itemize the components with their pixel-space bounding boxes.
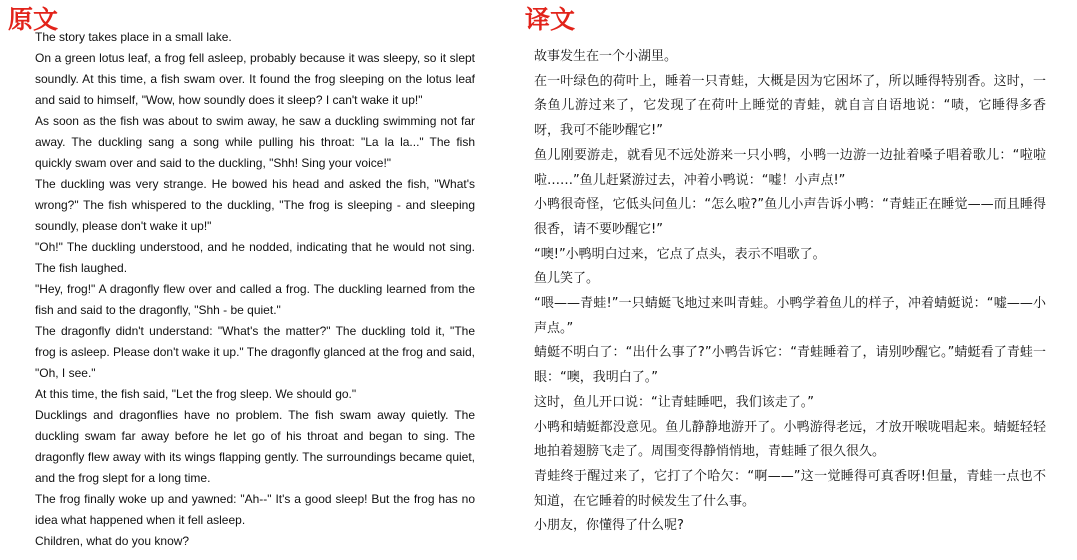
english-paragraph-9: Ducklings and dragonflies have no problem. The fish swam away quietly. The duckling swam far away before he let go of his throat and began to sing. The dragonfly flew away with its wings flapping gently. The surroundings became quiet, and the frog slept for a long time. — [35, 408, 475, 485]
english-paragraph-10: The frog finally woke up and yawned: "Ah--" It's a good sleep! But the frog has no idea what happened when it fell asleep. — [35, 492, 475, 527]
chinese-paragraph-12: 小朋友，你懂得了什么呢? — [534, 518, 684, 534]
english-paragraph-11: Children, what do you know? — [35, 534, 190, 548]
chinese-paragraph-9: 这时，鱼儿开口说：“让青蛙睡吧，我们该走了。” — [534, 394, 814, 410]
chinese-paragraph-4: 小鸭很奇怪，它低头问鱼儿：“怎么啦?”鱼儿小声告诉小鸭：“青蛙正在睡觉——而且睡得很香，请不要吵醒它!” — [534, 197, 1046, 237]
english-original-column — [35, 27, 475, 552]
english-paragraph-7: The dragonfly didn't understand: "What's the matter?" The duckling told it, "The frog is asleep. Please don't wake it up." The dragonfly glanced at the frog and said, "Oh, I see." — [35, 324, 475, 380]
english-paragraph-2: On a green lotus leaf, a frog fell asleep, probably because it was sleepy, so it slept soundly. At this time, a fish swam over. It found the frog sleeping on the lotus leaf and said to himself, "Wow, how soundly does it sleep? I can't wake it up!" — [35, 51, 475, 107]
chinese-paragraph-3: 鱼儿刚要游走，就看见不远处游来一只小鸭，小鸭一边游一边扯着嗓子唱着歌儿：“啦啦啦……”鱼儿赶紧游过去，冲着小鸭说：“嘘！小声点!” — [534, 147, 1046, 188]
english-paragraph-6: "Hey, frog!" A dragonfly flew over and called a frog. The duckling learned from the fish and said to the dragonfly, "Shh - be quiet." — [35, 282, 475, 317]
original-text-heading: 原文 — [8, 5, 59, 34]
chinese-paragraph-8: 蜻蜓不明白了：“出什么事了?”小鸭告诉它：“青蛙睡着了，请别吵醒它。”蜻蜓看了青蛙一眼：“噢，我明白了。” — [534, 345, 1046, 386]
english-paragraph-5: "Oh!" The duckling understood, and he nodded, indicating that he would not sing. The fish laughed. — [35, 240, 475, 275]
chinese-paragraph-10: 小鸭和蜻蜓都没意见。鱼儿静静地游开了。小鸭游得老远，才放开喉咙唱起来。蜻蜓轻轻地拍着翅膀飞走了。周围变得静悄悄地，青蛙睡了很久很久。 — [534, 419, 1046, 460]
english-paragraph-3: As soon as the fish was about to swim away, he saw a duckling swimming not far away. The duckling sang a song while pulling his throat: "La la la..." The fish quickly swam over and said to the duckling, "Shh! Sing your voice!" — [35, 114, 475, 170]
chinese-paragraph-5: “噢!”小鸭明白过来，它点了点头，表示不唱歌了。 — [534, 246, 826, 262]
english-paragraph-1: The story takes place in a small lake. — [35, 30, 232, 44]
english-paragraph-4: The duckling was very strange. He bowed his head and asked the fish, "What's wrong?" The fish whispered to the duckling, "The frog is sleeping - and sleeping soundly, please don't wake it up!" — [35, 177, 475, 233]
english-paragraph-8: At this time, the fish said, "Let the frog sleep. We should go." — [35, 387, 357, 401]
chinese-paragraph-6: 鱼儿笑了。 — [534, 271, 600, 287]
chinese-paragraph-2: 在一叶绿色的荷叶上，睡着一只青蛙，大概是因为它困坏了，所以睡得特别香。这时，一条鱼儿游过来了，它发现了在荷叶上睡觉的青蛙，就自言自语地说：“啧，它睡得多香呀，我可不能吵醒它!” — [534, 73, 1046, 139]
chinese-translation-column — [534, 45, 1046, 539]
chinese-paragraph-7: “喂——青蛙!”一只蜻蜓飞地过来叫青蛙。小鸭学着鱼儿的样子，冲着蜻蜓说：“嘘——小声点。” — [534, 296, 1046, 336]
chinese-paragraph-1: 故事发生在一个小湖里。 — [534, 49, 678, 64]
translation-heading: 译文 — [525, 5, 576, 34]
chinese-paragraph-11: 青蛙终于醒过来了，它打了个哈欠：“啊——”这一觉睡得可真香呀!但量，青蛙一点也不知道，在它睡着的时候发生了什么事。 — [534, 468, 1046, 509]
